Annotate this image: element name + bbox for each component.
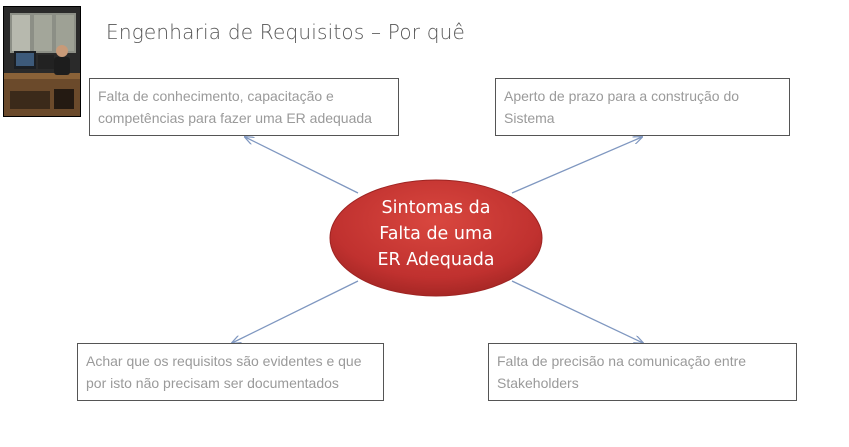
box-bottom-right: [488, 343, 797, 401]
box-bottom-right-line-1: Falta de precisão na comunicação entre: [497, 353, 747, 369]
box-top-left-line-1: Falta de conhecimento, capacitação e: [98, 88, 334, 104]
slide-title: Engenharia de Requisitos – Por quê: [106, 20, 466, 44]
center-label-line-3: ER Adequada: [377, 250, 495, 270]
center-label: [328, 195, 544, 273]
box-top-left-line-2: competências para fazer uma ER adequada: [98, 110, 372, 126]
box-top-right-line-1: Aperto de prazo para a construção do: [504, 88, 740, 104]
center-label-line-1: Sintomas da: [381, 198, 491, 218]
box-bottom-left-line-2: por isto não precisam ser documentados: [86, 375, 339, 391]
box-bottom-left-line-1: Achar que os requisitos são evidentes e que: [86, 353, 362, 369]
center-label-line-2: Falta de uma: [379, 224, 493, 244]
box-top-right: [495, 78, 790, 136]
box-top-right-line-2: Sistema: [504, 110, 555, 126]
box-top-left: [89, 78, 399, 136]
box-bottom-right-line-2: Stakeholders: [497, 375, 579, 391]
box-bottom-left: [77, 343, 384, 401]
